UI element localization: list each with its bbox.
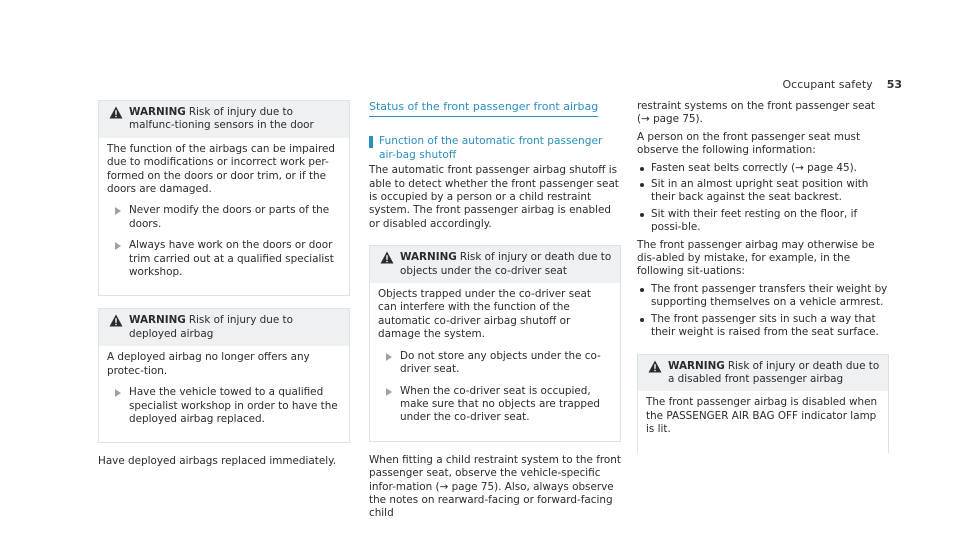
section-title: Occupant safety [782,78,873,91]
list-item: The front passenger transfers their weight by supporting themselves on a vehicle armrest. [637,283,889,310]
paragraph: The front passenger airbag may otherwise be dis-abled by mistake, for example, in the following sit-uations: [637,238,875,278]
column-left [98,100,350,473]
list-item: Fasten seat belts correctly (→ page 45). [637,162,889,175]
warning-header [638,355,888,392]
warning-label: WARNING [400,251,457,264]
intro-text: The automatic front passenger airbag shutoff is able to detect whether the front passenger seat is occupied by a person or a child restraint system. The front passenger airbag is enabled or disabled accordingly. [369,164,619,230]
instruction-step: Have the vehicle towed to a qualified specialist workshop in order to have the deployed airbag replaced. [107,386,341,426]
warning-header [99,309,349,346]
list-item: Sit in an almost upright seat position with their back against the seat backrest. [637,178,889,205]
instruction-step: Do not store any objects under the co-driver seat. [378,350,612,377]
paragraph: A person on the front passenger seat must observe the following information: [637,130,861,157]
instruction-step: Never modify the doors or parts of the doors. [107,204,341,231]
warning-body [370,283,620,441]
warning-box-disabled-airbag [637,354,889,453]
warning-text: A deployed airbag no longer offers any protec-tion. [107,351,310,377]
column-right [637,100,889,465]
warning-triangle-icon [648,360,662,373]
instruction-step: Always have work on the doors or door trim carried out at a qualified specialist workshop. [107,239,341,279]
warning-label: WARNING [668,359,725,372]
section-heading: Status of the front passenger front airbag [369,100,598,117]
bullet-list [637,162,889,235]
warning-body [99,138,349,296]
warning-box-deployed-airbag [98,308,350,443]
warning-title: Risk of injury due to deployed airbag [129,314,293,340]
warning-text: Objects trapped under the co-driver seat can interfere with the function of the automatic co-driver airbag shutoff or damage the system. [378,288,591,341]
column-middle [369,100,621,525]
closing-text: When fitting a child restraint system to the front passenger seat, observe the vehicle-specific infor-mation (→ page 75). Also, always observe the notes on rearward-facing or forward-facing child [369,453,621,520]
page-header [783,78,902,91]
warning-triangle-icon [380,251,394,264]
warning-text: The front passenger airbag is disabled when the PASSENGER AIR BAG OFF indicator lamp is lit. [646,396,878,436]
warning-triangle-icon [109,106,123,119]
closing-text: Have deployed airbags replaced immediately. [98,455,337,468]
warning-label: WARNING [129,314,186,327]
warning-title: Risk of injury or death due to objects under the co-driver seat [400,251,612,277]
warning-box-door-sensors [98,100,350,296]
warning-box-objects-under-seat [369,245,621,441]
subsection-heading: Function of the automatic front passenger air-bag shutoff [369,135,621,162]
warning-label: WARNING [129,106,186,118]
warning-header [370,246,620,283]
warning-text: The function of the airbags can be impaired due to modifications or incorrect work per-formed on the doors or door trim, or if the doors are damaged. [107,142,336,196]
warning-title: Risk of injury due to malfunc-tioning sensors in the door [129,106,314,132]
warning-body [638,391,888,452]
instruction-step: When the co-driver seat is occupied, make sure that no objects are trapped under the co-driver seat. [378,385,612,425]
warning-header [99,101,349,138]
bullet-list [637,283,889,340]
list-item: Sit with their feet resting on the floor, if possi-ble. [637,208,889,235]
warning-body [99,346,349,442]
list-item: The front passenger sits in such a way that their weight is raised from the seat surface. [637,313,889,340]
warning-triangle-icon [109,314,123,327]
paragraph: restraint systems on the front passenger seat (→ page 75). [637,100,875,126]
page-number: 53 [886,78,902,91]
warning-title: Risk of injury or death due to a disabled front passenger airbag [668,359,880,385]
